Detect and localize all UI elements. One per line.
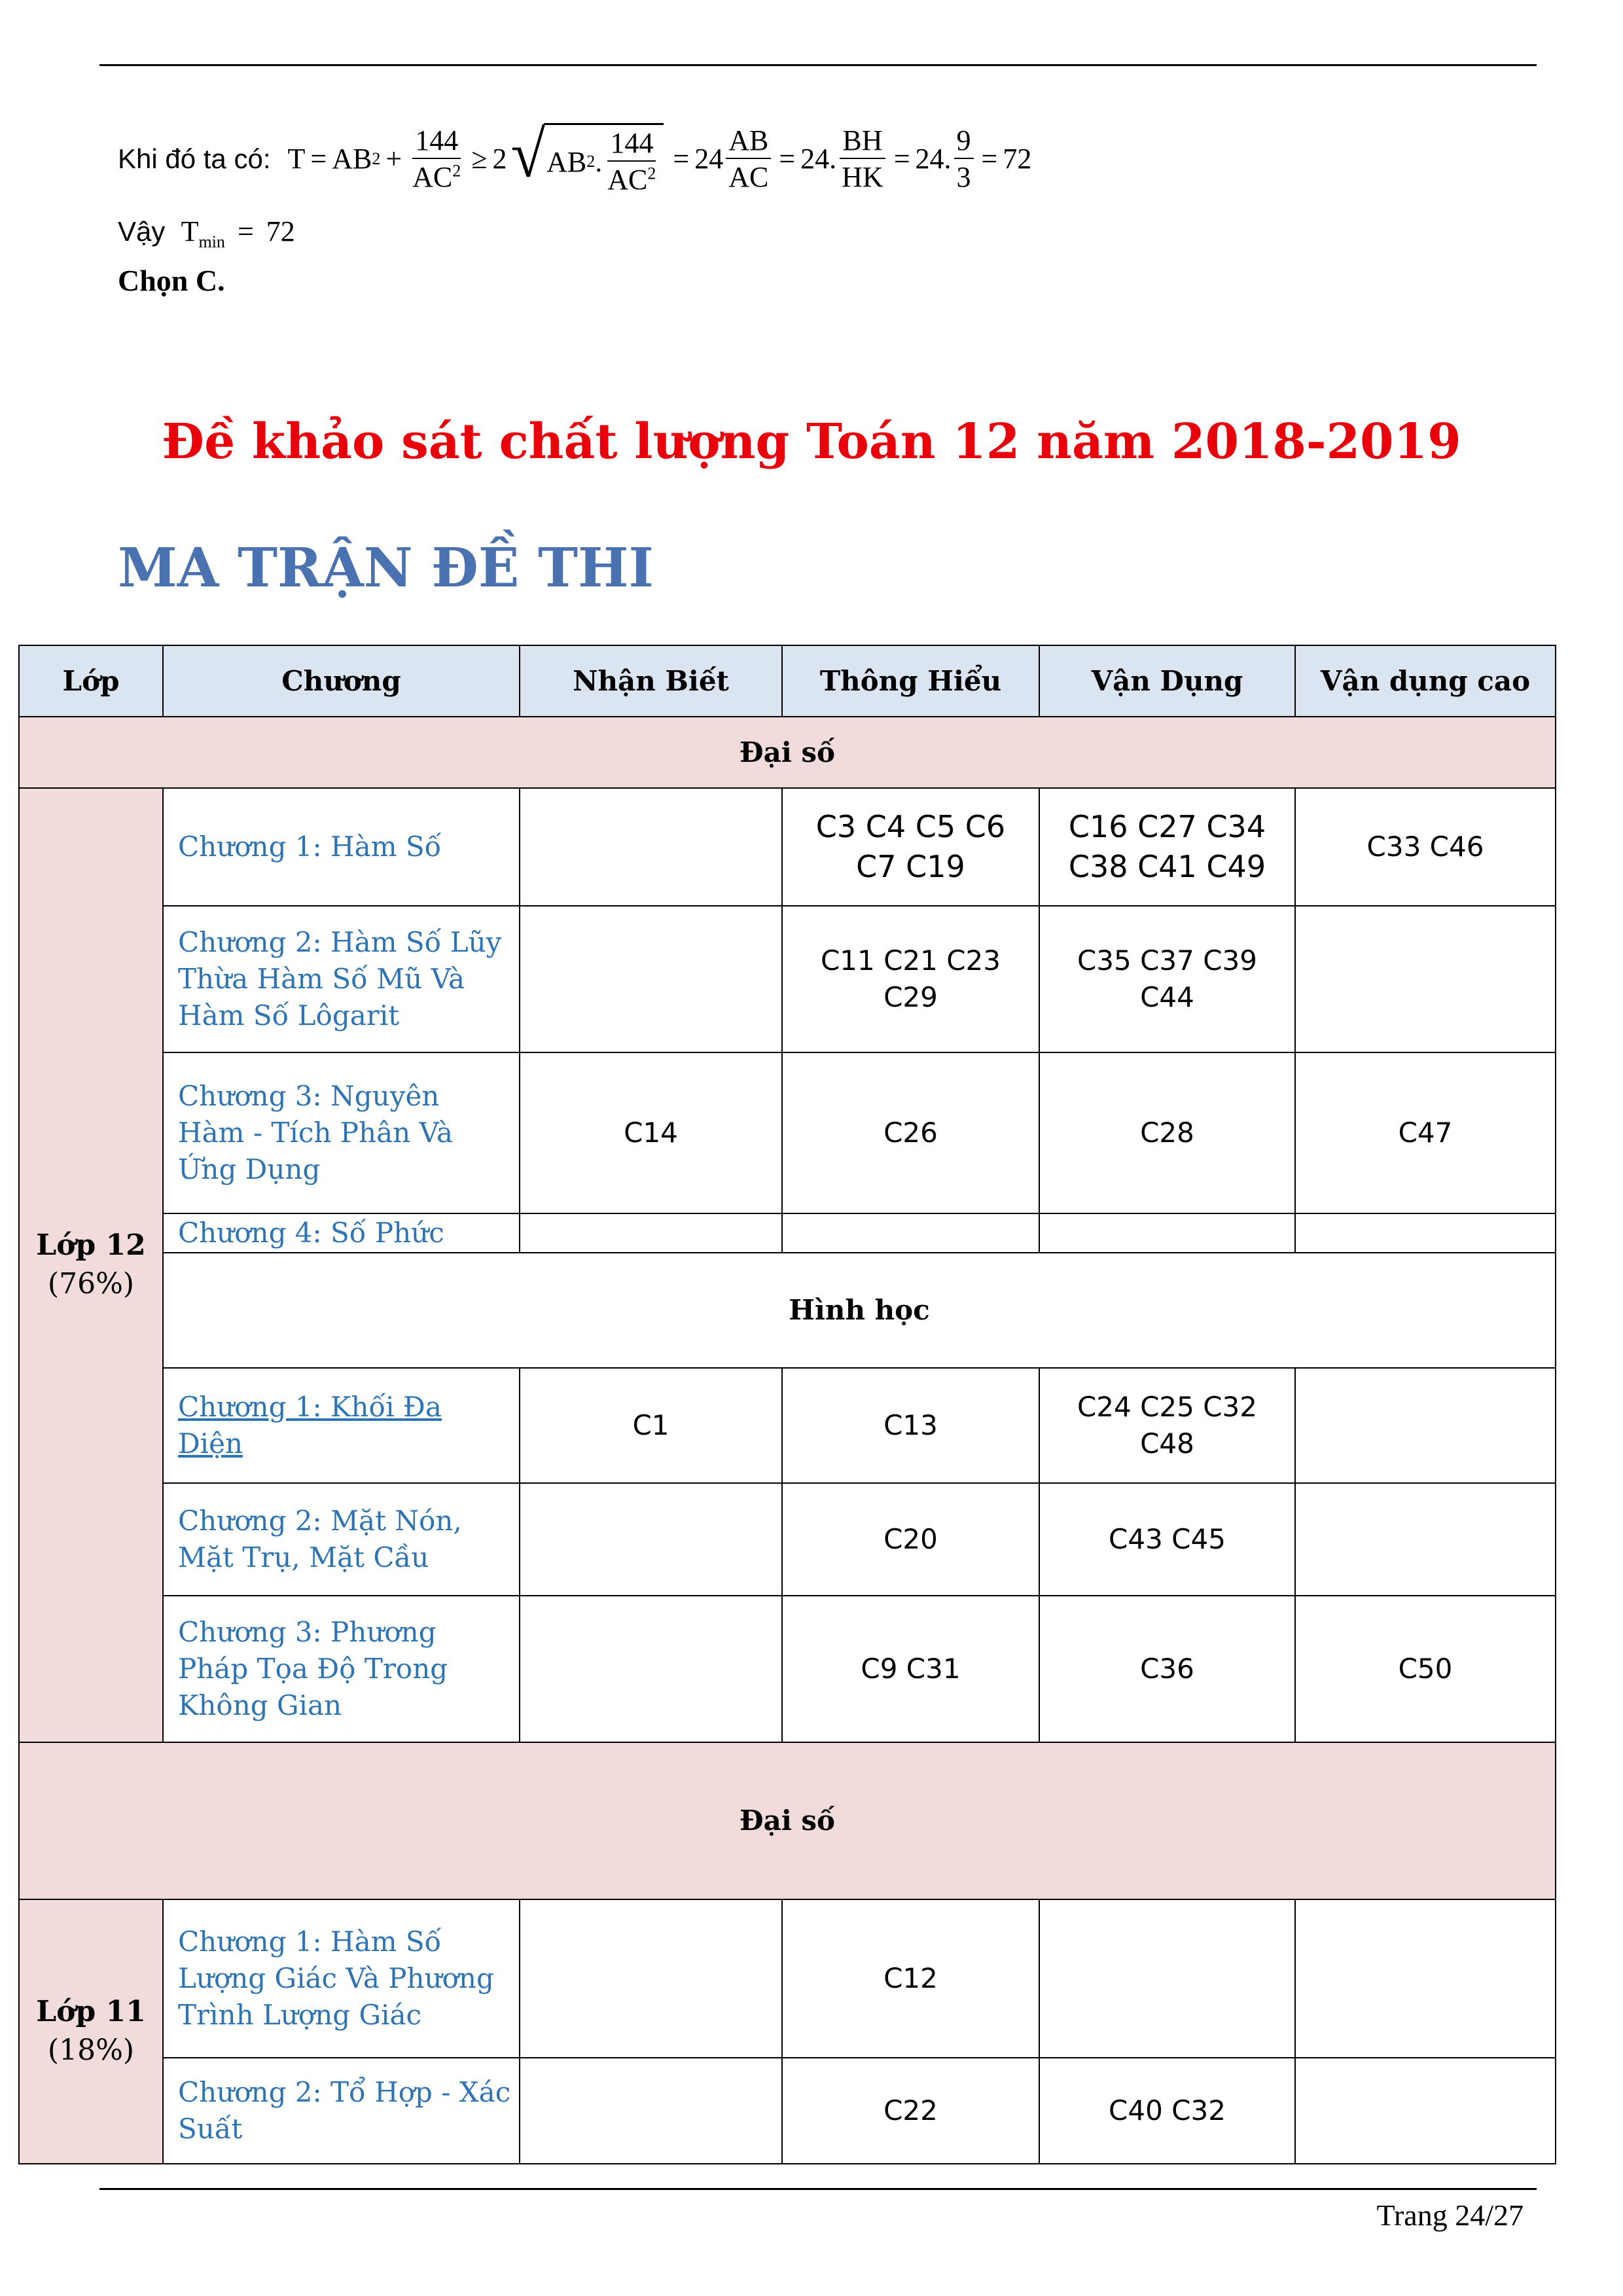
value-cell xyxy=(519,905,783,1053)
value-cell: C28 xyxy=(1039,1052,1296,1214)
fraction: $\frac{AB}{AC}$ xyxy=(726,126,771,192)
value-cell: C40 C32 xyxy=(1039,2057,1296,2164)
header-cell: Thông Hiểu xyxy=(781,645,1040,717)
value-cell: C14 xyxy=(519,1052,783,1214)
value-cell: C36 xyxy=(1039,1595,1296,1743)
fraction: $\frac{144}{AC^2}$ xyxy=(412,124,461,193)
chapter-cell: Chương 2: Tổ Hợp - Xác Suất xyxy=(162,2057,520,2164)
value-cell: C16 C27 C34 C38 C41 C49 xyxy=(1039,787,1296,906)
value-cell xyxy=(1294,2057,1556,2164)
value-cell xyxy=(781,1213,1040,1253)
chapter-cell: Chương 2: Mặt Nón, Mặt Trụ, Mặt Cầu xyxy=(162,1482,520,1596)
value-cell: C9 C31 xyxy=(781,1595,1040,1743)
header-cell: Chương xyxy=(162,645,520,717)
value-cell: C33 C46 xyxy=(1294,787,1556,906)
value-cell xyxy=(519,1482,783,1596)
solution-conclusion: Vậy $T_{min} = 72$ xyxy=(118,215,295,251)
exam-matrix-table xyxy=(18,645,1556,2164)
value-cell: C12 xyxy=(781,1899,1040,2058)
section-row: Đại số xyxy=(18,716,1556,789)
value-cell xyxy=(1039,1213,1296,1253)
value-cell: C24 C25 C32 C48 xyxy=(1039,1367,1296,1484)
square-root: √ AB 2 . $\frac{144}{AC^2}$ xyxy=(510,123,664,194)
chapter-cell: Chương 4: Số Phức xyxy=(162,1213,520,1253)
value-cell xyxy=(519,1899,783,2058)
solution-formula: Khi đó ta có: T = AB 2 + $\frac{144}{AC^2}$ ≥ 2 √ AB 2 . $\frac{144}{AC^2}$ = 24 $\frac{AB}{AC}$ = 24. $\frac{BH}{HK}$ = 24. $\frac{9}{3}$ = 72 xyxy=(118,117,1032,196)
answer-choice: Chọn C. xyxy=(118,264,225,297)
chapter-cell: Chương 2: Hàm Số Lũy Thừa Hàm Số Mũ Và Hàm Số Lôgarit xyxy=(162,905,520,1053)
chapter-cell: Chương 3: Nguyên Hàm - Tích Phân Và Ứng Dụng xyxy=(162,1052,520,1214)
section-heading: MA TRẬN ĐỀ THI xyxy=(118,537,654,600)
grade-11-cell: Lớp 11 (18%) xyxy=(18,1899,164,2164)
section-row: Hình học xyxy=(162,1252,1556,1369)
page-title: Đề khảo sát chất lượng Toán 12 năm 2018-2019 xyxy=(162,414,1461,470)
fraction: $\frac{144}{AC^2}$ xyxy=(607,127,656,196)
value-cell: C1 xyxy=(519,1367,783,1484)
footer-rule xyxy=(99,2188,1537,2190)
value-cell: C50 xyxy=(1294,1595,1556,1743)
section-row: Đại số xyxy=(18,1742,1556,1900)
value-cell: C3 C4 C5 C6 C7 C19 xyxy=(781,787,1040,906)
header-cell: Vận Dụng xyxy=(1039,645,1296,717)
value-cell: C26 xyxy=(781,1052,1040,1214)
header-cell: Vận dụng cao xyxy=(1294,645,1556,717)
value-cell: C35 C37 C39 C44 xyxy=(1039,905,1296,1053)
value-cell: C47 xyxy=(1294,1052,1556,1214)
page-number: Trang 24/27 xyxy=(1376,2198,1524,2232)
value-cell: C13 xyxy=(781,1367,1040,1484)
value-cell xyxy=(1294,1367,1556,1484)
fraction: $\frac{9}{3}$ xyxy=(954,126,974,192)
chapter-cell: Chương 1: Hàm Số xyxy=(162,787,520,906)
header-rule xyxy=(99,64,1537,66)
chapter-cell: Chương 1: Khối Đa Diện xyxy=(162,1367,520,1484)
value-cell: C20 xyxy=(781,1482,1040,1596)
value-cell xyxy=(519,1595,783,1743)
value-cell xyxy=(1294,1213,1556,1253)
value-cell xyxy=(1294,905,1556,1053)
solution-lead: Khi đó ta có: xyxy=(118,143,271,174)
value-cell: C22 xyxy=(781,2057,1040,2164)
value-cell: C11 C21 C23 C29 xyxy=(781,905,1040,1053)
chapter-cell: Chương 1: Hàm Số Lượng Giác Và Phương Trình Lượng Giác xyxy=(162,1899,520,2058)
header-cell: Nhận Biết xyxy=(519,645,783,717)
value-cell xyxy=(1294,1482,1556,1596)
chapter-cell: Chương 3: Phương Pháp Tọa Độ Trong Không Gian xyxy=(162,1595,520,1743)
value-cell: C43 C45 xyxy=(1039,1482,1296,1596)
value-cell xyxy=(519,787,783,906)
header-cell: Lớp xyxy=(18,645,164,717)
grade-12-cell: Lớp 12 (76%) xyxy=(18,787,164,1743)
value-cell xyxy=(1039,1899,1296,2058)
value-cell xyxy=(1294,1899,1556,2058)
value-cell xyxy=(519,2057,783,2164)
fraction: $\frac{BH}{HK}$ xyxy=(839,126,886,192)
value-cell xyxy=(519,1213,783,1253)
